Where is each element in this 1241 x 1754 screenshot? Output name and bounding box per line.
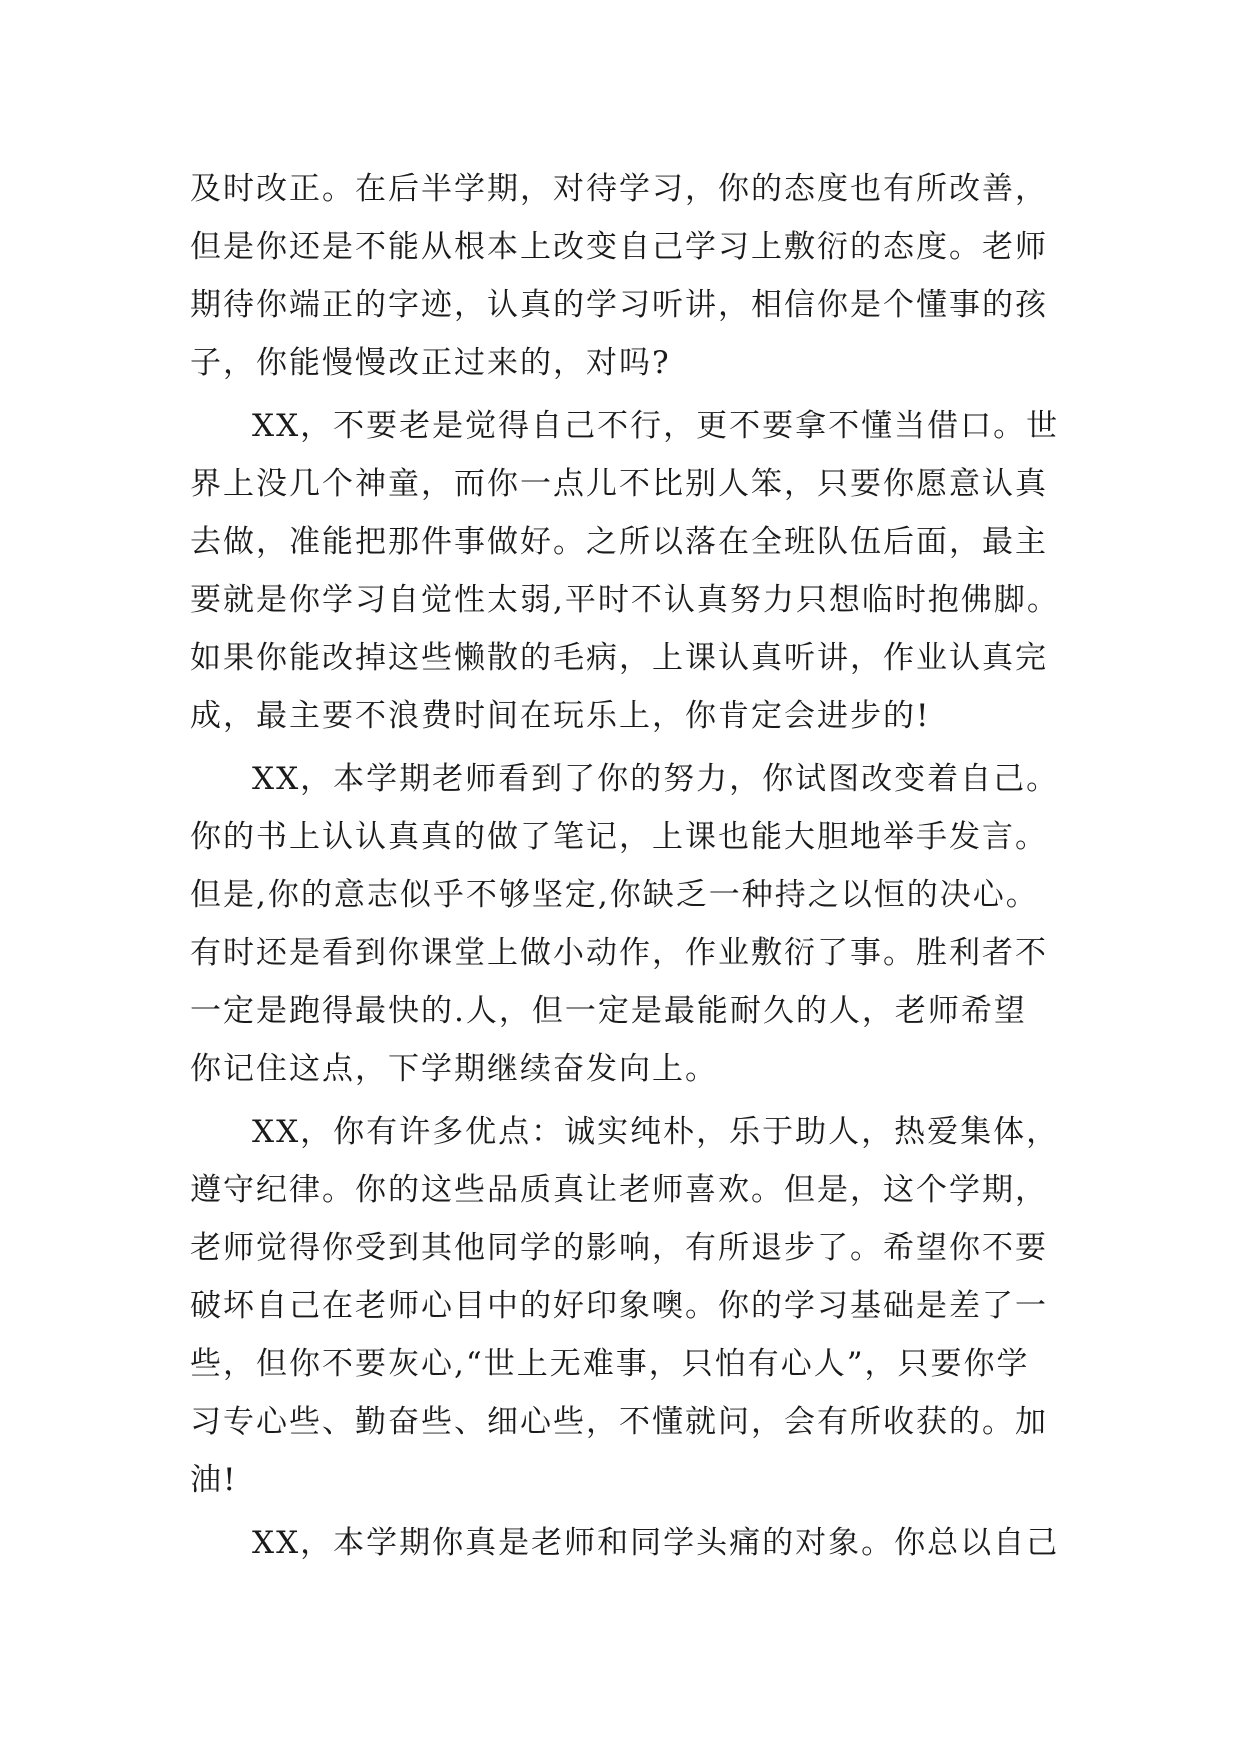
document-body — [190, 160, 1060, 1572]
paragraph-1 — [190, 160, 1060, 392]
text-line: XX，本学期你真是老师和同学头痛的对象。你总以自己 — [252, 1525, 1060, 1561]
text-line: 遵守纪律。你的这些品质真让老师喜欢。但是，这个学期， — [190, 1172, 1048, 1208]
text-line: 些，但你不要灰心,“世上无难事，只怕有心人”，只要你学 — [190, 1346, 1030, 1382]
text-line: 破坏自己在老师心目中的好印象噢。你的学习基础是差了一 — [190, 1288, 1048, 1324]
text-line: 如果你能改掉这些懒散的毛病，上课认真听讲，作业认真完 — [190, 640, 1048, 676]
text-line: 有时还是看到你课堂上做小动作，作业敷衍了事。胜利者不 — [190, 935, 1048, 971]
text-line: 一定是跑得最快的.人，但一定是最能耐久的人，老师希望 — [190, 993, 1027, 1029]
text-line: 界上没几个神童，而你一点儿不比别人笨，只要你愿意认真 — [190, 466, 1048, 502]
text-line: 但是,你的意志似乎不够坚定,你缺乏一种持之以恒的决心。 — [190, 877, 1039, 913]
paragraph-4 — [190, 1103, 1060, 1509]
text-line: 你记住这点，下学期继续奋发向上。 — [190, 1051, 718, 1087]
text-line: 要就是你学习自觉性太弱,平时不认真努力只想临时抱佛脚。 — [190, 582, 1060, 618]
text-line: 老师觉得你受到其他同学的影响，有所退步了。希望你不要 — [190, 1230, 1048, 1266]
text-line: 期待你端正的字迹，认真的学习听讲，相信你是个懂事的孩 — [190, 287, 1048, 323]
text-line: 但是你还是不能从根本上改变自己学习上敷衍的态度。老师 — [190, 229, 1048, 265]
text-line: XX，不要老是觉得自己不行，更不要拿不懂当借口。世 — [252, 408, 1060, 444]
text-line: XX，本学期老师看到了你的努力，你试图改变着自己。 — [252, 761, 1060, 797]
text-line: XX，你有许多优点：诚实纯朴，乐于助人，热爱集体， — [252, 1114, 1060, 1150]
text-line: 子，你能慢慢改正过来的，对吗? — [190, 345, 671, 381]
text-line: 你的书上认认真真的做了笔记，上课也能大胆地举手发言。 — [190, 819, 1048, 855]
text-line: 去做，准能把那件事做好。之所以落在全班队伍后面，最主 — [190, 524, 1048, 560]
text-line: 成，最主要不浪费时间在玩乐上，你肯定会进步的! — [190, 698, 931, 734]
paragraph-2 — [190, 397, 1060, 745]
text-line: 油! — [190, 1462, 238, 1498]
paragraph-5 — [190, 1514, 1060, 1572]
text-line: 习专心些、勤奋些、细心些，不懂就问，会有所收获的。加 — [190, 1404, 1048, 1440]
text-line: 及时改正。在后半学期，对待学习，你的态度也有所改善， — [190, 171, 1048, 207]
paragraph-3 — [190, 750, 1060, 1098]
